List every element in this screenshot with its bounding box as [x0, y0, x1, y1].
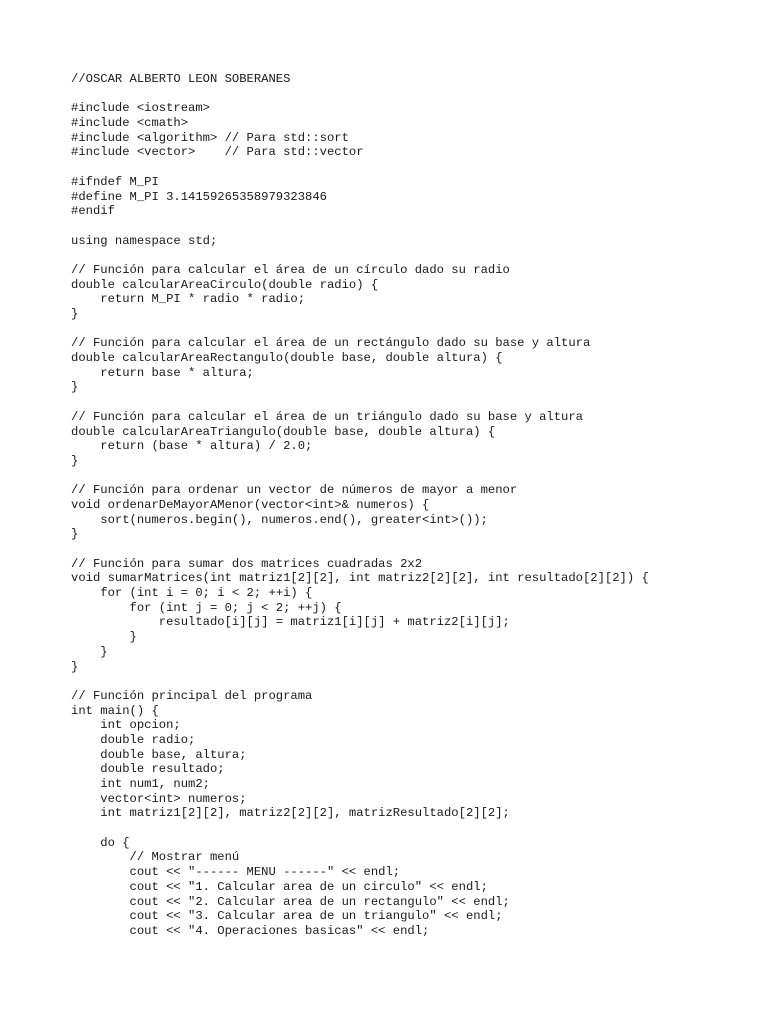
- code-line: sort(numeros.begin(), numeros.end(), greater<int>());: [71, 512, 488, 527]
- code-line: do {: [71, 835, 130, 850]
- code-line: int matriz1[2][2], matriz2[2][2], matrizResultado[2][2];: [71, 806, 510, 821]
- code-line: // Función para sumar dos matrices cuadradas 2x2: [71, 556, 423, 571]
- code-line: int main() {: [71, 703, 159, 718]
- code-line: // Función para calcular el área de un rectángulo dado su base y altura: [71, 336, 591, 351]
- code-line: return M_PI * radio * radio;: [71, 292, 306, 307]
- code-line: [71, 542, 649, 557]
- code-line: }: [71, 630, 137, 645]
- code-line: [71, 821, 649, 836]
- code-line: }: [71, 307, 79, 321]
- code-line: [71, 160, 649, 175]
- code-line: [71, 322, 649, 337]
- code-line: #include <cmath>: [71, 116, 189, 131]
- code-line: #include <iostream>: [71, 101, 210, 116]
- code-line: #include <vector> // Para std::vector: [71, 145, 364, 160]
- code-line: }: [71, 659, 79, 674]
- code-line: double radio;: [71, 732, 196, 747]
- code-line: double calcularAreaTriangulo(double base, double altura) {: [71, 424, 496, 439]
- code-line: [71, 248, 649, 263]
- code-line: for (int i = 0; i < 2; ++i) {: [71, 586, 313, 601]
- code-line: #endif: [71, 204, 115, 219]
- code-line: }: [71, 380, 79, 395]
- code-line: void sumarMatrices(int matriz1[2][2], int matriz2[2][2], int resultado[2][2]) {: [71, 571, 649, 586]
- code-line: for (int j = 0; j < 2; ++j) {: [71, 600, 342, 615]
- code-line: vector<int> numeros;: [71, 791, 247, 806]
- code-line: [71, 469, 649, 484]
- code-line: double base, altura;: [71, 747, 247, 762]
- code-line: [71, 87, 649, 102]
- code-line: [71, 395, 649, 410]
- code-line: //OSCAR ALBERTO LEON SOBERANES: [71, 72, 291, 86]
- code-line: #define M_PI 3.14159265358979323846: [71, 189, 327, 204]
- code-line: cout << "1. Calcular area de un circulo" << endl;: [71, 879, 488, 894]
- code-line: #ifndef M_PI: [71, 174, 159, 189]
- code-line: // Función para ordenar un vector de números de mayor a menor: [71, 483, 518, 498]
- code-line: // Función principal del programa: [71, 688, 313, 703]
- code-line: cout << "3. Calcular area de un triangulo" << endl;: [71, 909, 503, 924]
- code-line: [71, 219, 649, 234]
- code-line: double calcularAreaRectangulo(double base, double altura) {: [71, 351, 503, 366]
- code-line: cout << "------ MENU ------" << endl;: [71, 865, 401, 880]
- code-line: double calcularAreaCirculo(double radio) {: [71, 277, 379, 292]
- code-listing: [71, 72, 649, 939]
- code-line: void ordenarDeMayorAMenor(vector<int>& numeros) {: [71, 497, 430, 512]
- code-line: }: [71, 527, 79, 542]
- code-line: return (base * altura) / 2.0;: [71, 439, 313, 454]
- code-line: }: [71, 453, 79, 468]
- code-line: // Función para calcular el área de un triángulo dado su base y altura: [71, 409, 583, 424]
- code-line: [71, 674, 649, 689]
- code-line: }: [71, 644, 108, 659]
- code-line: // Función para calcular el área de un círculo dado su radio: [71, 262, 510, 277]
- code-line: cout << "4. Operaciones basicas" << endl;: [71, 923, 430, 938]
- code-line: resultado[i][j] = matriz1[i][j] + matriz2[i][j];: [71, 615, 510, 630]
- code-line: double resultado;: [71, 762, 225, 777]
- code-line: return base * altura;: [71, 365, 254, 380]
- code-line: int num1, num2;: [71, 777, 210, 791]
- code-line: #include <algorithm> // Para std::sort: [71, 130, 349, 145]
- code-line: using namespace std;: [71, 233, 218, 248]
- code-line: // Mostrar menú: [71, 850, 240, 865]
- code-line: cout << "2. Calcular area de un rectangulo" << endl;: [71, 894, 510, 909]
- code-line: int opcion;: [71, 718, 181, 733]
